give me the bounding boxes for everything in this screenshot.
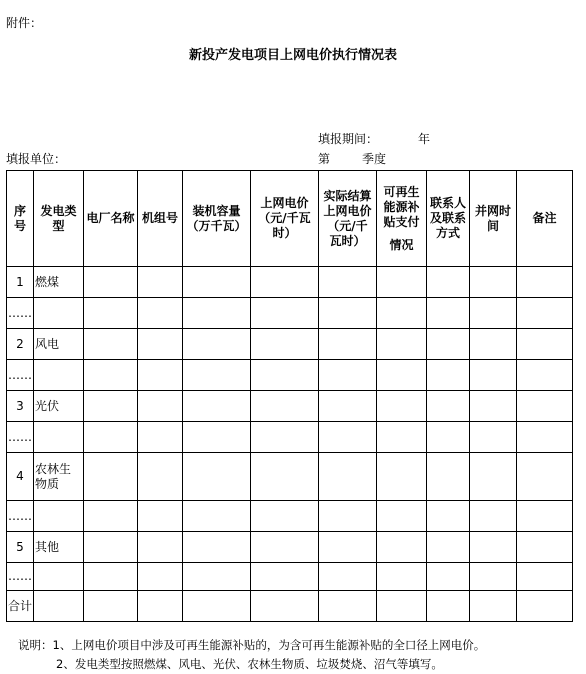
cell-empty[interactable] [183, 453, 251, 501]
cell-total-label: 合计 [7, 591, 34, 622]
cell-empty[interactable] [427, 563, 470, 591]
cell-type[interactable]: 光伏 [34, 391, 84, 422]
cell-empty[interactable] [470, 298, 517, 329]
cell-type[interactable]: 其他 [34, 532, 84, 563]
cell-empty[interactable] [470, 591, 517, 622]
cell-empty[interactable] [517, 422, 573, 453]
cell-empty[interactable] [183, 422, 251, 453]
report-unit-label: 填报单位： [6, 152, 67, 166]
cell-empty[interactable] [377, 532, 427, 563]
table-row [7, 532, 573, 563]
cell-empty[interactable] [138, 563, 183, 591]
cell-seq[interactable]: …… [7, 422, 34, 453]
table-row [7, 298, 573, 329]
cell-empty[interactable] [84, 453, 138, 501]
cell-empty[interactable] [319, 360, 377, 391]
cell-empty[interactable] [470, 532, 517, 563]
attachment-label: 附件： [6, 16, 43, 30]
cell-empty[interactable] [319, 329, 377, 360]
cell-empty[interactable] [84, 563, 138, 591]
cell-empty[interactable] [319, 501, 377, 532]
cell-empty[interactable] [251, 391, 319, 422]
cell-empty[interactable] [251, 532, 319, 563]
note-line-2: 2、发电类型按照燃煤、风电、光伏、农林生物质、垃圾焚烧、沼气等填写。 [56, 657, 443, 671]
cell-empty[interactable] [183, 591, 251, 622]
table-row [7, 422, 573, 453]
cell-empty[interactable] [517, 391, 573, 422]
header-grid-price: 上网电价 （元/千瓦 时） [251, 171, 319, 267]
table-row-total [7, 591, 573, 622]
cell-empty[interactable] [251, 329, 319, 360]
cell-empty[interactable] [138, 453, 183, 501]
table-row [7, 501, 573, 532]
cell-empty[interactable] [84, 532, 138, 563]
cell-empty[interactable] [251, 501, 319, 532]
report-quarter [318, 150, 386, 167]
table-row [7, 360, 573, 391]
cell-empty[interactable] [427, 298, 470, 329]
cell-type[interactable] [34, 563, 84, 591]
cell-empty[interactable] [517, 591, 573, 622]
cell-empty[interactable] [427, 501, 470, 532]
header-seq: 序 号 [7, 171, 34, 267]
cell-type[interactable] [34, 422, 84, 453]
cell-empty[interactable] [517, 267, 573, 298]
cell-empty[interactable] [377, 422, 427, 453]
cell-empty[interactable] [377, 453, 427, 501]
report-period [318, 130, 430, 147]
table-row [7, 391, 573, 422]
cell-empty[interactable] [138, 298, 183, 329]
cell-type[interactable] [34, 360, 84, 391]
notes [18, 636, 485, 674]
header-subsidy: 可再生 能源补 贴支付 情况 [377, 171, 427, 267]
page-title: 新投产发电项目上网电价执行情况表 [188, 48, 397, 63]
header-capacity: 装机容量 （万千瓦） [183, 171, 251, 267]
cell-empty[interactable] [183, 501, 251, 532]
cell-seq[interactable]: 1 [7, 267, 34, 298]
cell-empty[interactable] [319, 298, 377, 329]
period-year-suffix: 年 [418, 132, 431, 146]
cell-empty[interactable] [427, 532, 470, 563]
cell-empty[interactable] [84, 329, 138, 360]
header-type: 发电类 型 [34, 171, 84, 267]
cell-empty[interactable] [84, 501, 138, 532]
cell-empty[interactable] [377, 267, 427, 298]
cell-empty[interactable] [183, 563, 251, 591]
cell-empty[interactable] [138, 532, 183, 563]
cell-type[interactable] [34, 298, 84, 329]
cell-empty[interactable] [34, 591, 84, 622]
cell-seq[interactable]: …… [7, 501, 34, 532]
header-remark: 备注 [517, 171, 573, 267]
cell-empty[interactable] [470, 501, 517, 532]
cell-empty[interactable] [517, 501, 573, 532]
cell-empty[interactable] [377, 591, 427, 622]
quarter-suffix: 季度 [362, 152, 387, 166]
cell-empty[interactable] [251, 563, 319, 591]
cell-empty[interactable] [517, 298, 573, 329]
cell-empty[interactable] [470, 391, 517, 422]
cell-empty[interactable] [183, 532, 251, 563]
cell-empty[interactable] [427, 391, 470, 422]
header-plant-name: 电厂名称 [84, 171, 138, 267]
cell-empty[interactable] [251, 298, 319, 329]
cell-empty[interactable] [84, 267, 138, 298]
cell-empty[interactable] [138, 329, 183, 360]
cell-empty[interactable] [84, 422, 138, 453]
cell-empty[interactable] [138, 391, 183, 422]
cell-empty[interactable] [183, 329, 251, 360]
cell-empty[interactable] [183, 267, 251, 298]
cell-empty[interactable] [138, 422, 183, 453]
cell-empty[interactable] [319, 391, 377, 422]
cell-empty[interactable] [84, 298, 138, 329]
cell-empty[interactable] [319, 532, 377, 563]
cell-empty[interactable] [427, 267, 470, 298]
cell-empty[interactable] [377, 391, 427, 422]
period-label: 填报期间： [318, 132, 379, 146]
cell-empty[interactable] [427, 422, 470, 453]
cell-empty[interactable] [138, 360, 183, 391]
cell-type[interactable] [34, 501, 84, 532]
cell-empty[interactable] [251, 267, 319, 298]
table-row [7, 329, 573, 360]
cell-empty[interactable] [319, 422, 377, 453]
cell-empty[interactable] [84, 391, 138, 422]
cell-empty[interactable] [427, 360, 470, 391]
cell-seq[interactable]: …… [7, 563, 34, 591]
cell-empty[interactable] [377, 360, 427, 391]
table-header-row [7, 171, 573, 267]
cell-seq[interactable]: 5 [7, 532, 34, 563]
cell-type[interactable]: 风电 [34, 329, 84, 360]
cell-empty[interactable] [138, 591, 183, 622]
cell-empty[interactable] [377, 298, 427, 329]
cell-empty[interactable] [470, 329, 517, 360]
cell-empty[interactable] [377, 501, 427, 532]
cell-empty[interactable] [377, 329, 427, 360]
cell-seq[interactable]: 4 [7, 453, 34, 501]
cell-empty[interactable] [517, 453, 573, 501]
cell-empty[interactable] [319, 267, 377, 298]
cell-seq[interactable]: 2 [7, 329, 34, 360]
header-grid-time: 并网时 间 [470, 171, 517, 267]
cell-empty[interactable] [517, 329, 573, 360]
cell-empty[interactable] [377, 563, 427, 591]
cell-empty[interactable] [138, 501, 183, 532]
cell-empty[interactable] [183, 298, 251, 329]
cell-empty[interactable] [427, 453, 470, 501]
note-line-1: 说明：1、上网电价项目中涉及可再生能源补贴的，为含可再生能源补贴的全口径上网电价。 [18, 638, 486, 652]
cell-empty[interactable] [138, 267, 183, 298]
cell-empty[interactable] [251, 360, 319, 391]
cell-type[interactable]: 农林生物质 [34, 453, 84, 501]
cell-empty[interactable] [470, 422, 517, 453]
cell-empty[interactable] [319, 591, 377, 622]
cell-empty[interactable] [319, 563, 377, 591]
cell-seq[interactable]: …… [7, 298, 34, 329]
cell-empty[interactable] [319, 453, 377, 501]
cell-empty[interactable] [470, 267, 517, 298]
cell-type[interactable]: 燃煤 [34, 267, 84, 298]
cell-empty[interactable] [517, 563, 573, 591]
cell-empty[interactable] [517, 532, 573, 563]
header-settlement-price: 实际结算 上网电价 （元/千 瓦时） [319, 171, 377, 267]
cell-empty[interactable] [251, 591, 319, 622]
cell-empty[interactable] [183, 391, 251, 422]
cell-empty[interactable] [517, 360, 573, 391]
cell-empty[interactable] [183, 360, 251, 391]
cell-empty[interactable] [84, 360, 138, 391]
quarter-prefix: 第 [318, 152, 331, 166]
cell-empty[interactable] [427, 591, 470, 622]
table-row [7, 267, 573, 298]
header-unit-number: 机组号 [138, 171, 183, 267]
cell-empty[interactable] [251, 453, 319, 501]
cell-empty[interactable] [470, 360, 517, 391]
header-contact: 联系人 及联系 方式 [427, 171, 470, 267]
cell-empty[interactable] [427, 329, 470, 360]
cell-empty[interactable] [251, 422, 319, 453]
execution-table [6, 170, 573, 622]
cell-empty[interactable] [84, 591, 138, 622]
cell-seq[interactable]: 3 [7, 391, 34, 422]
cell-empty[interactable] [470, 563, 517, 591]
cell-seq[interactable]: …… [7, 360, 34, 391]
table-row [7, 453, 573, 501]
cell-empty[interactable] [470, 453, 517, 501]
table-row [7, 563, 573, 591]
